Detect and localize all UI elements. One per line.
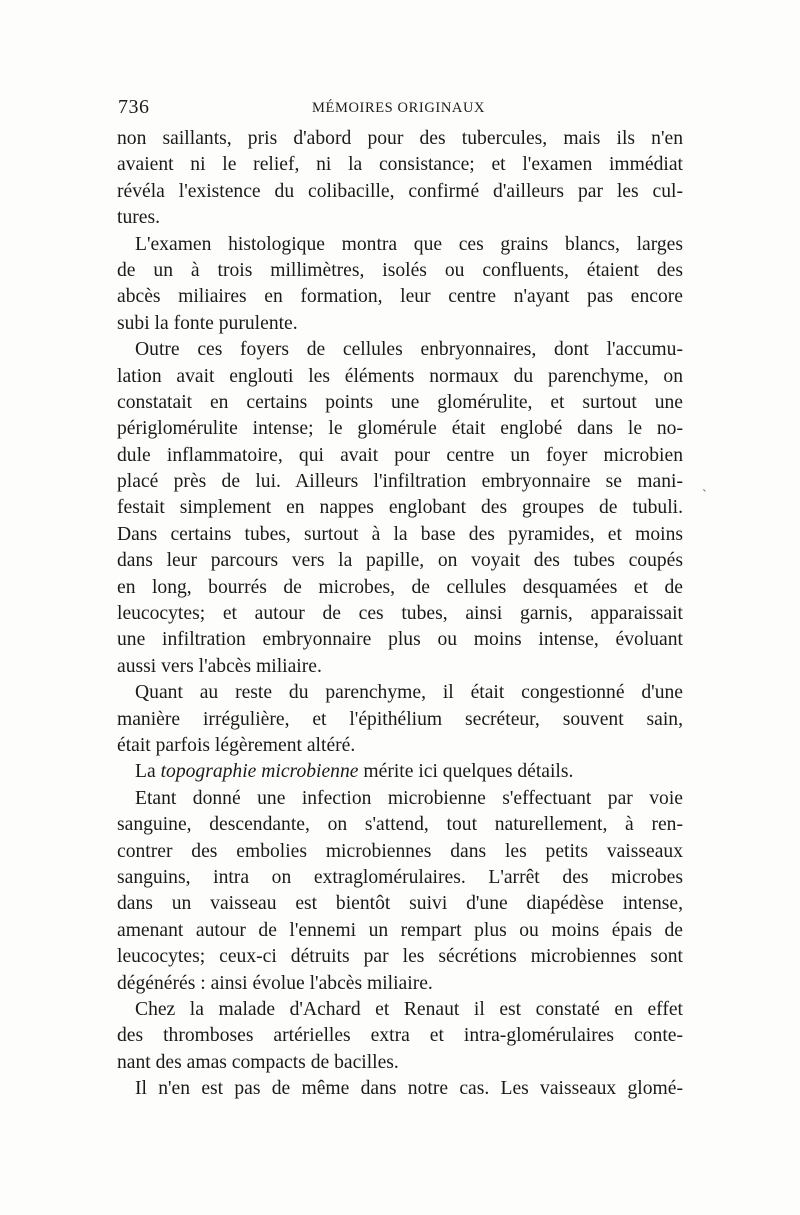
text-line: dans leur parcours vers la papille, on voyait des tubes coupés	[117, 550, 683, 572]
text-line: amenant autour de l'ennemi un rempart plus ou moins épais de	[117, 919, 683, 941]
text-line: non saillants, pris d'abord pour des tubercules, mais ils n'en	[117, 128, 683, 149]
text-fragment: mérite ici quelques détails.	[358, 761, 574, 783]
text-line: avaient ni le relief, ni la consistance; et l'examen immédiat	[117, 154, 683, 176]
text-line: Chez la malade d'Achard et Renaut il est constaté en effet	[135, 998, 683, 1020]
text-line: leucocytes; ceux-ci détruits par les sécrétions microbiennes sont	[117, 946, 683, 968]
text-line: Outre ces foyers de cellules enbryonnaires, dont l'accumu-	[135, 339, 683, 361]
text-line: Il n'en est pas de même dans notre cas. Les vaisseaux glomé-	[135, 1078, 683, 1100]
text-line: Etant donné une infection microbienne s'effectuant par voie	[135, 787, 683, 809]
text-line: L'examen histologique montra que ces grains blancs, larges	[135, 233, 683, 255]
text-line-italic	[117, 759, 683, 785]
text-line: abcès miliaires en formation, leur centre n'ayant pas encore	[117, 286, 683, 308]
text-line: leucocytes; et autour de ces tubes, ainsi garnis, apparaissait	[117, 603, 683, 625]
text-line: subi la fonte purulente.	[117, 312, 298, 334]
text-line: en long, bourrés de microbes, de cellules desquamées et de	[117, 576, 683, 598]
text-line: dégénérés : ainsi évolue l'abcès miliaire.	[117, 972, 433, 994]
text-line: aussi vers l'abcès miliaire.	[117, 655, 322, 677]
text-line: festait simplement en nappes englobant des groupes de tubuli.	[117, 497, 683, 519]
italic-phrase: topographie microbienne	[160, 761, 359, 783]
body-text	[117, 126, 683, 1102]
text-line: constatait en certains points une glomérulite, et surtout une	[117, 391, 683, 413]
page-header	[118, 96, 688, 126]
text-line: placé près de lui. Ailleurs l'infiltration embryonnaire se mani-	[117, 471, 683, 493]
text-line: dule inflammatoire, qui avait pour centre un foyer microbien	[117, 444, 683, 466]
text-line: tures.	[117, 207, 160, 229]
print-speck: ˋ	[702, 488, 707, 503]
page-number: 736	[118, 96, 150, 118]
text-line: dans un vaisseau est bientôt suivi d'une diapédèse intense,	[117, 893, 683, 915]
text-line: périglomérulite intense; le glomérule était englobé dans le no-	[117, 418, 683, 440]
text-fragment: La	[135, 761, 161, 783]
running-head: MÉMOIRES ORIGINAUX	[312, 100, 486, 116]
text-line: sanguine, descendante, on s'attend, tout naturellement, à ren-	[117, 814, 683, 836]
text-line: manière irrégulière, et l'épithélium secréteur, souvent sain,	[117, 708, 683, 730]
text-line: révéla l'existence du colibacille, confirmé d'ailleurs par les cul-	[117, 180, 683, 202]
text-line: contrer des embolies microbiennes dans les petits vaisseaux	[117, 840, 683, 862]
text-line: une infiltration embryonnaire plus ou moins intense, évoluant	[117, 629, 683, 651]
text-line: des thromboses artérielles extra et intra-glomérulaires conte-	[117, 1025, 683, 1047]
text-line: lation avait englouti les éléments normaux du parenchyme, on	[117, 365, 683, 387]
text-line: Quant au reste du parenchyme, il était congestionné d'une	[135, 682, 683, 704]
text-line: était parfois légèrement altéré.	[117, 734, 356, 756]
text-line: nant des amas compacts de bacilles.	[117, 1051, 399, 1073]
text-line: Dans certains tubes, surtout à la base des pyramides, et moins	[117, 523, 683, 545]
text-line: sanguins, intra on extraglomérulaires. L'arrêt des microbes	[117, 866, 683, 888]
text-line: de un à trois millimètres, isolés ou confluents, étaient des	[117, 259, 683, 281]
